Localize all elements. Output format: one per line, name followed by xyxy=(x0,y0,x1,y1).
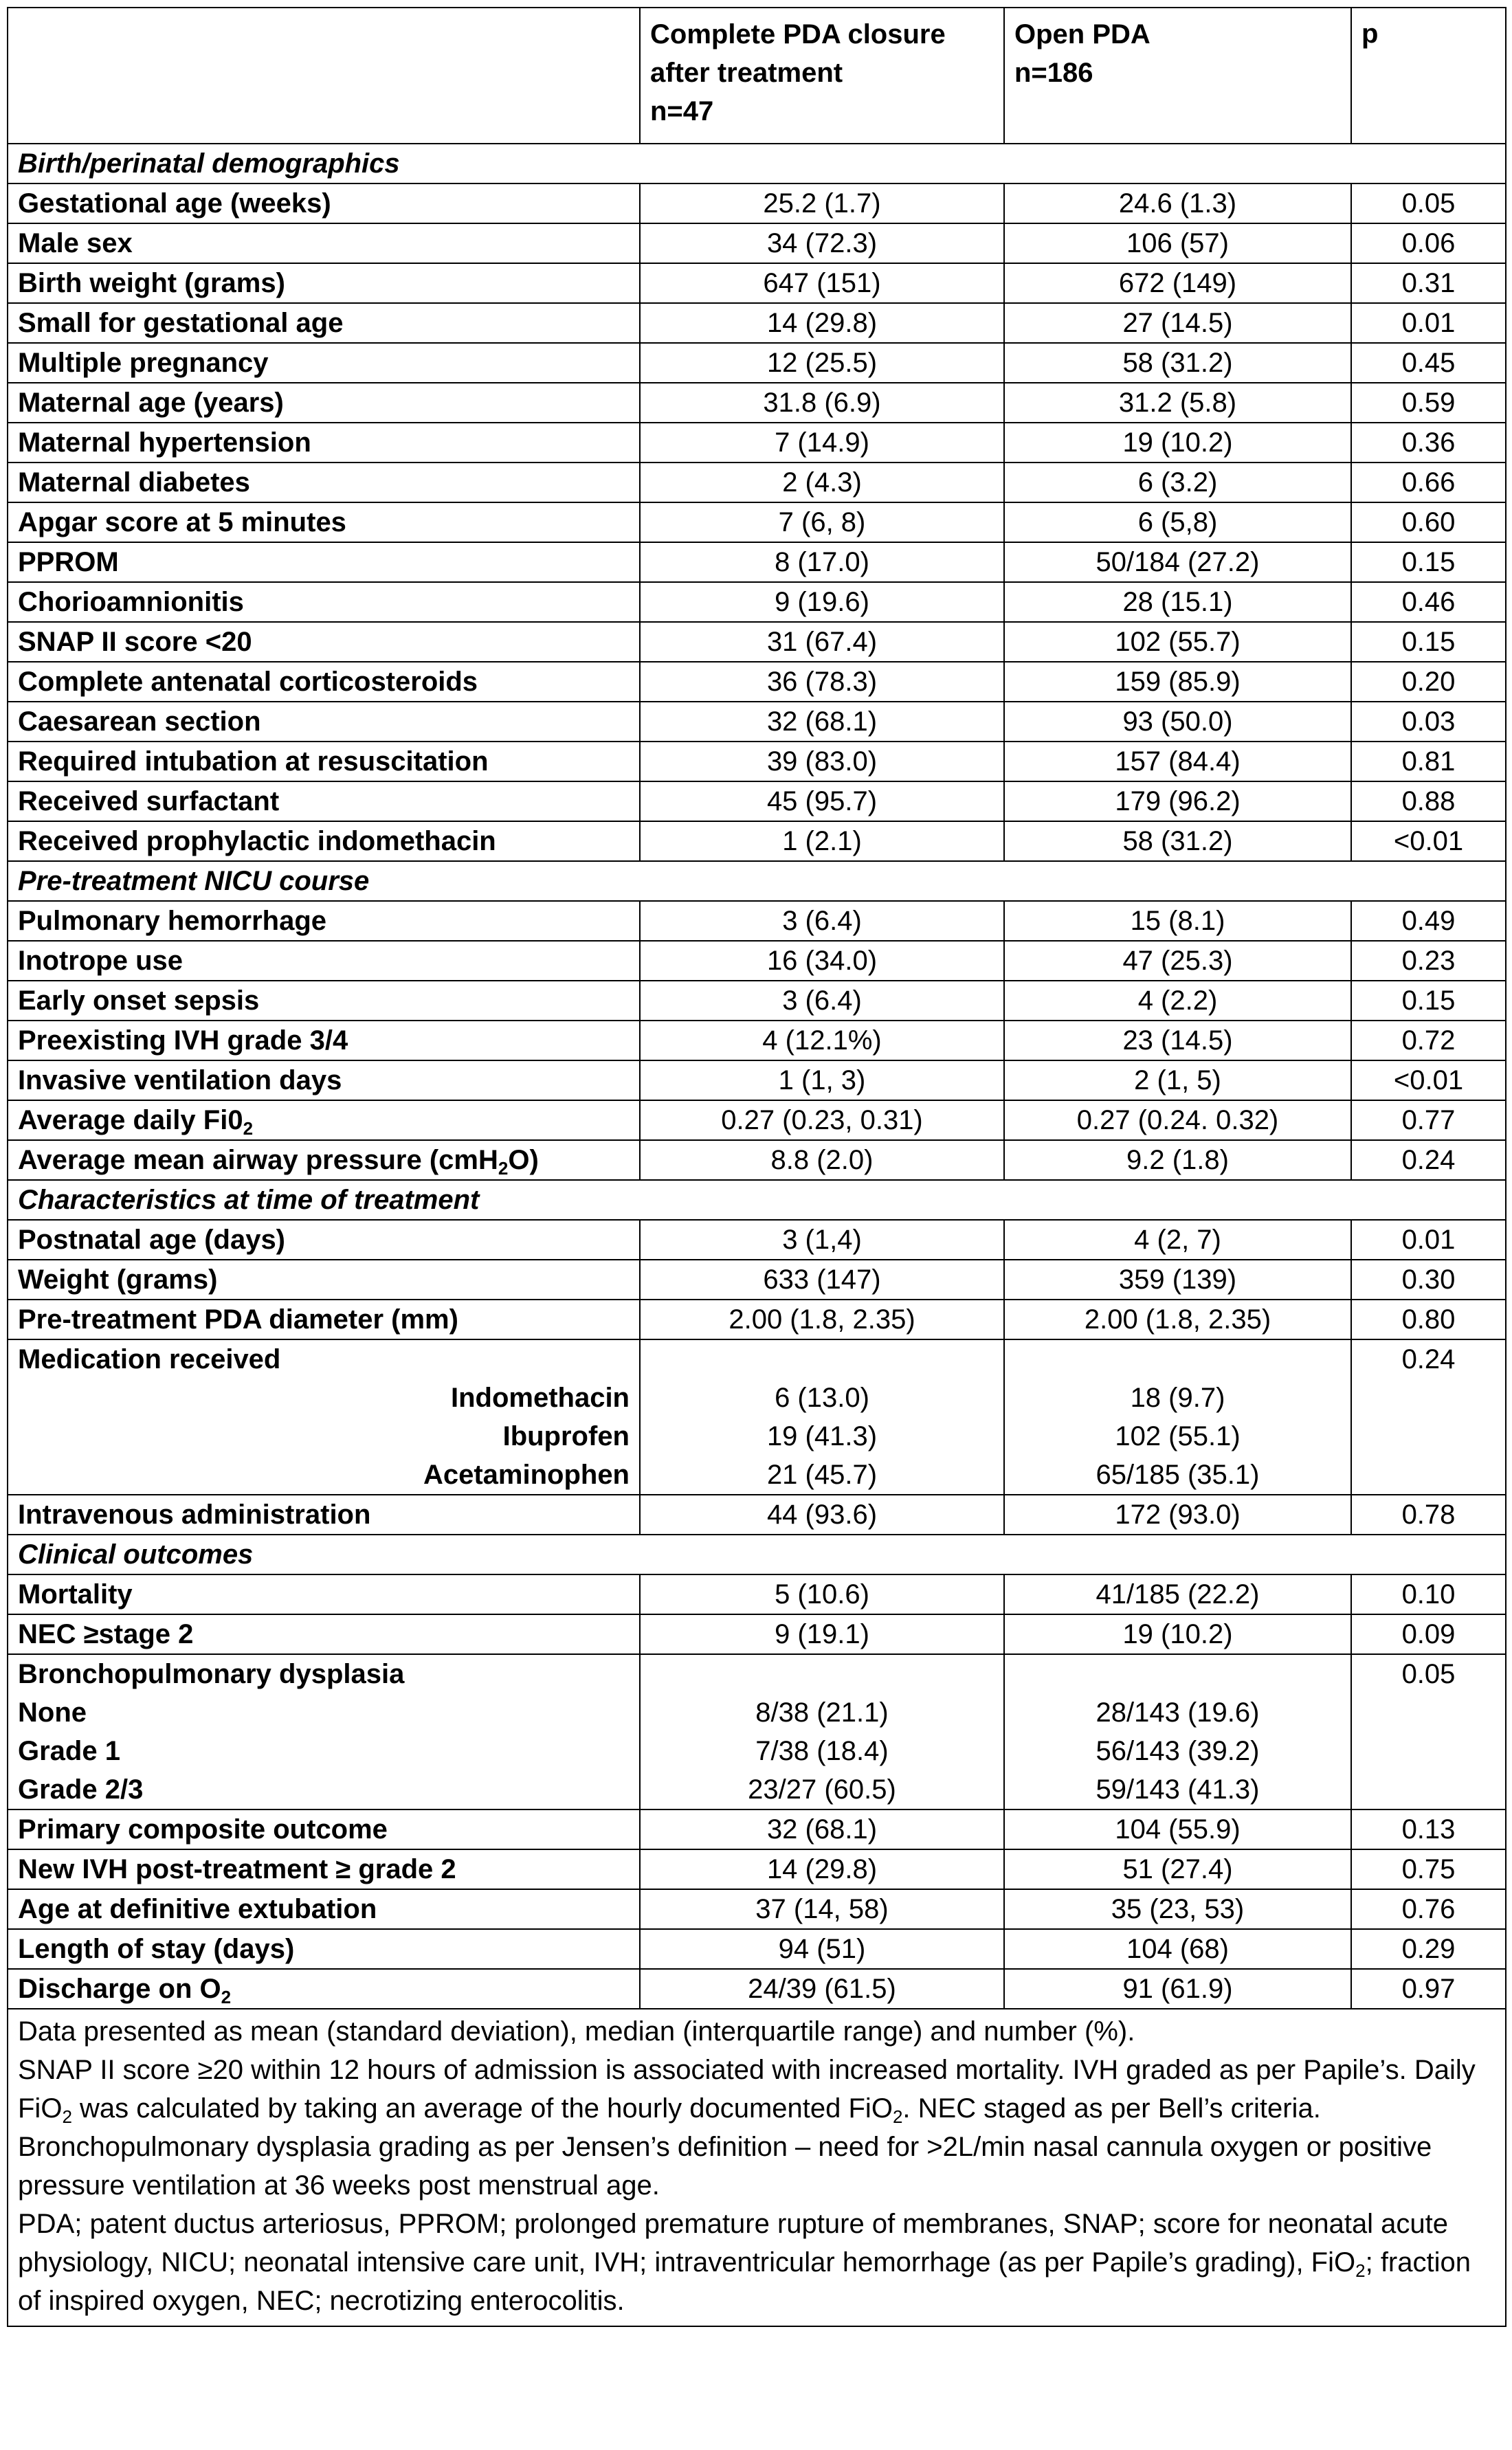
closure-value: 2 (4.3) xyxy=(640,463,1004,502)
closure-value: 633 (147) xyxy=(640,1260,1004,1300)
closure-value: 8.8 (2.0) xyxy=(640,1140,1004,1180)
open-value: 0.27 (0.24. 0.32) xyxy=(1004,1100,1351,1140)
section-title: Clinical outcomes xyxy=(8,1535,1506,1574)
row-label-tail: O) xyxy=(508,1145,539,1175)
closure-value: 19 (41.3) xyxy=(766,1421,878,1451)
open-value: 31.2 (5.8) xyxy=(1004,383,1351,423)
open-value: 359 (139) xyxy=(1004,1260,1351,1300)
table-row-multi xyxy=(8,1339,1506,1495)
row-label xyxy=(8,183,640,223)
closure-value: 39 (83.0) xyxy=(640,742,1004,781)
spacer-line xyxy=(1014,1655,1341,1693)
open-values xyxy=(1004,1339,1351,1495)
row-label-text: Average mean airway pressure (cmH xyxy=(18,1145,498,1175)
row-label-text: Intravenous administration xyxy=(18,1500,371,1530)
table-row xyxy=(8,423,1506,463)
table-row xyxy=(8,582,1506,622)
p-value: 0.30 xyxy=(1351,1260,1506,1300)
open-value: 56/143 (39.2) xyxy=(1096,1736,1260,1766)
footnote-subscript: 2 xyxy=(62,2106,72,2127)
table-row xyxy=(8,223,1506,263)
row-label xyxy=(8,702,640,742)
table-row xyxy=(8,183,1506,223)
footnote-row xyxy=(8,2009,1506,2326)
open-value: 159 (85.9) xyxy=(1004,662,1351,702)
p-value: 0.75 xyxy=(1351,1849,1506,1889)
open-value: 58 (31.2) xyxy=(1004,343,1351,383)
closure-value: 9 (19.1) xyxy=(640,1614,1004,1654)
open-value: 50/184 (27.2) xyxy=(1004,542,1351,582)
open-value: 28 (15.1) xyxy=(1004,582,1351,622)
closure-value: 7/38 (18.4) xyxy=(755,1736,889,1766)
row-label xyxy=(8,1849,640,1889)
p-value: 0.05 xyxy=(1351,183,1506,223)
row-label-text: Weight (grams) xyxy=(18,1265,218,1295)
table-row xyxy=(8,542,1506,582)
row-label-text: NEC ≥stage 2 xyxy=(18,1619,194,1649)
p-value: <0.01 xyxy=(1351,1060,1506,1100)
header-blank-cell xyxy=(8,8,640,144)
p-value: <0.01 xyxy=(1351,821,1506,861)
p-value: 0.01 xyxy=(1351,303,1506,343)
table-row xyxy=(8,941,1506,981)
row-label xyxy=(8,463,640,502)
row-label-text: Chorioamnionitis xyxy=(18,587,244,617)
row-label xyxy=(8,582,640,622)
row-label-text: Discharge on O xyxy=(18,1974,221,2004)
p-value: 0.06 xyxy=(1351,223,1506,263)
closure-values xyxy=(640,1654,1004,1809)
row-label-text: SNAP II score <20 xyxy=(18,627,252,657)
row-label xyxy=(8,981,640,1021)
row-label xyxy=(8,742,640,781)
footnote-subscript: 2 xyxy=(892,2106,903,2127)
p-value xyxy=(1351,1654,1506,1809)
open-value: 19 (10.2) xyxy=(1004,423,1351,463)
open-value: 2 (1, 5) xyxy=(1004,1060,1351,1100)
table-row xyxy=(8,981,1506,1021)
section-title: Characteristics at time of treatment xyxy=(8,1180,1506,1220)
table-row xyxy=(8,662,1506,702)
open-value: 35 (23, 53) xyxy=(1004,1889,1351,1929)
p-value-text: 0.05 xyxy=(1401,1659,1456,1689)
closure-value: 8 (17.0) xyxy=(640,542,1004,582)
p-value: 0.80 xyxy=(1351,1300,1506,1339)
footnote-text: PDA; patent ductus arteriosus, PPROM; prolonged premature rupture of membranes, SNAP; score for neonatal acute physiology, NICU; neonatal intensive care unit, IVH; intraventricular hemorrhage (as per Papile’s grading), FiO xyxy=(18,2209,1449,2278)
row-label-text: Early onset sepsis xyxy=(18,985,260,1016)
section-header-row xyxy=(8,144,1506,183)
closure-value: 94 (51) xyxy=(640,1929,1004,1969)
row-label-text: Medication received xyxy=(18,1344,281,1374)
section-header-row xyxy=(8,1180,1506,1220)
row-label-text: Length of stay (days) xyxy=(18,1934,295,1964)
closure-value: 0.27 (0.23, 0.31) xyxy=(640,1100,1004,1140)
row-label-subscript: 2 xyxy=(498,1158,509,1179)
table-footnotes xyxy=(8,2009,1506,2326)
closure-value: 21 (45.7) xyxy=(766,1460,878,1490)
row-label xyxy=(8,383,640,423)
closure-value: 25.2 (1.7) xyxy=(640,183,1004,223)
section-title: Birth/perinatal demographics xyxy=(8,144,1506,183)
row-label xyxy=(8,1060,640,1100)
row-label xyxy=(8,1574,640,1614)
p-value-text: 0.24 xyxy=(1401,1344,1456,1374)
p-value: 0.36 xyxy=(1351,423,1506,463)
footnote-paragraph xyxy=(18,2012,1496,2051)
table-row xyxy=(8,702,1506,742)
table-row xyxy=(8,383,1506,423)
open-value: 104 (55.9) xyxy=(1004,1809,1351,1849)
open-value: 41/185 (22.2) xyxy=(1004,1574,1351,1614)
table-row xyxy=(8,463,1506,502)
table-row xyxy=(8,1100,1506,1140)
row-label xyxy=(8,542,640,582)
closure-value: 34 (72.3) xyxy=(640,223,1004,263)
table-row xyxy=(8,901,1506,941)
table-row xyxy=(8,1021,1506,1060)
row-label-text: Inotrope use xyxy=(18,946,184,976)
p-value: 0.15 xyxy=(1351,622,1506,662)
open-value: 28/143 (19.6) xyxy=(1096,1697,1260,1728)
row-label-text: New IVH post-treatment ≥ grade 2 xyxy=(18,1854,456,1884)
table-row xyxy=(8,1929,1506,1969)
table-row xyxy=(8,1495,1506,1535)
row-label-text: Small for gestational age xyxy=(18,308,344,338)
open-value: 4 (2.2) xyxy=(1004,981,1351,1021)
row-label xyxy=(8,1220,640,1260)
closure-value: 4 (12.1%) xyxy=(640,1021,1004,1060)
p-value: 0.72 xyxy=(1351,1021,1506,1060)
closure-value: 14 (29.8) xyxy=(640,303,1004,343)
closure-value: 36 (78.3) xyxy=(640,662,1004,702)
closure-value: 12 (25.5) xyxy=(640,343,1004,383)
row-label-subscript: 2 xyxy=(221,1987,232,2007)
row-label xyxy=(8,263,640,303)
row-label xyxy=(8,1300,640,1339)
sub-row-label: Ibuprofen xyxy=(502,1421,630,1451)
open-value: 672 (149) xyxy=(1004,263,1351,303)
row-label xyxy=(8,1495,640,1535)
p-value: 0.60 xyxy=(1351,502,1506,542)
p-value xyxy=(1351,1339,1506,1495)
row-label-text: Maternal hypertension xyxy=(18,427,311,458)
table-row xyxy=(8,1574,1506,1614)
row-label-text: Apgar score at 5 minutes xyxy=(18,507,346,537)
open-value: 102 (55.7) xyxy=(1004,622,1351,662)
header-closure-line: after treatment xyxy=(650,58,843,88)
footnote-text: . NEC staged as per Bell’s criteria. Bronchopulmonary dysplasia grading as per Jensen’s definition – need for >2L/min nasal cannula oxygen or positive pressure ventilation at 36 weeks post menstrual age. xyxy=(18,2093,1432,2201)
p-value: 0.13 xyxy=(1351,1809,1506,1849)
p-value: 0.01 xyxy=(1351,1220,1506,1260)
p-value: 0.20 xyxy=(1351,662,1506,702)
row-label xyxy=(8,781,640,821)
p-value: 0.29 xyxy=(1351,1929,1506,1969)
footnote-subscript: 2 xyxy=(1355,2260,1366,2281)
row-label xyxy=(8,901,640,941)
row-label-text: Primary composite outcome xyxy=(18,1814,388,1845)
p-value: 0.09 xyxy=(1351,1614,1506,1654)
footnote-text: ; fraction of inspired oxygen, NEC; necrotizing enterocolitis. xyxy=(18,2247,1471,2316)
section-header-row xyxy=(8,1535,1506,1574)
closure-value: 6 (13.0) xyxy=(775,1383,869,1413)
open-value: 27 (14.5) xyxy=(1004,303,1351,343)
row-label-text: Maternal diabetes xyxy=(18,467,250,498)
row-label-text: Pre-treatment PDA diameter (mm) xyxy=(18,1304,458,1335)
closure-value: 1 (2.1) xyxy=(640,821,1004,861)
spacer-line xyxy=(650,1340,994,1379)
p-value: 0.78 xyxy=(1351,1495,1506,1535)
open-value: 23 (14.5) xyxy=(1004,1021,1351,1060)
closure-value: 44 (93.6) xyxy=(640,1495,1004,1535)
open-value: 51 (27.4) xyxy=(1004,1849,1351,1889)
row-label xyxy=(8,1969,640,2009)
closure-value: 8/38 (21.1) xyxy=(755,1697,889,1728)
open-value: 47 (25.3) xyxy=(1004,941,1351,981)
table-row xyxy=(8,1300,1506,1339)
row-label-text: Pulmonary hemorrhage xyxy=(18,906,327,936)
open-value: 2.00 (1.8, 2.35) xyxy=(1004,1300,1351,1339)
section-title: Pre-treatment NICU course xyxy=(8,861,1506,901)
row-label-text: Received prophylactic indomethacin xyxy=(18,826,496,856)
header-open-line: Open PDA xyxy=(1014,19,1150,49)
table-row xyxy=(8,1969,1506,2009)
p-value: 0.66 xyxy=(1351,463,1506,502)
closure-value: 31 (67.4) xyxy=(640,622,1004,662)
closure-value: 32 (68.1) xyxy=(640,1809,1004,1849)
row-label-subscript: 2 xyxy=(243,1118,254,1139)
closure-value: 23/27 (60.5) xyxy=(748,1774,896,1805)
row-label xyxy=(8,1021,640,1060)
table-row xyxy=(8,742,1506,781)
p-value: 0.49 xyxy=(1351,901,1506,941)
row-label xyxy=(8,1100,640,1140)
table-row xyxy=(8,622,1506,662)
open-value: 15 (8.1) xyxy=(1004,901,1351,941)
sub-row-label: Grade 2/3 xyxy=(18,1774,144,1805)
table-row xyxy=(8,821,1506,861)
closure-value: 7 (14.9) xyxy=(640,423,1004,463)
closure-value: 45 (95.7) xyxy=(640,781,1004,821)
row-label xyxy=(8,1260,640,1300)
footnote-text: was calculated by taking an average of the hourly documented FiO xyxy=(71,2093,893,2124)
row-label xyxy=(8,1614,640,1654)
closure-value: 1 (1, 3) xyxy=(640,1060,1004,1100)
footnote-paragraph xyxy=(18,2205,1496,2320)
table-row xyxy=(8,1220,1506,1260)
closure-value: 31.8 (6.9) xyxy=(640,383,1004,423)
row-label-text: Bronchopulmonary dysplasia xyxy=(18,1659,405,1689)
row-label-text: Average daily Fi0 xyxy=(18,1105,243,1135)
closure-value: 14 (29.8) xyxy=(640,1849,1004,1889)
row-label-text: Required intubation at resuscitation xyxy=(18,746,489,777)
header-closure-line: Complete PDA closure xyxy=(650,19,946,49)
open-value: 93 (50.0) xyxy=(1004,702,1351,742)
row-label xyxy=(8,1809,640,1849)
header-open-group xyxy=(1004,8,1351,144)
row-label xyxy=(8,502,640,542)
section-header-row xyxy=(8,861,1506,901)
p-value: 0.46 xyxy=(1351,582,1506,622)
closure-value: 647 (151) xyxy=(640,263,1004,303)
header-row xyxy=(8,8,1506,144)
row-label xyxy=(8,423,640,463)
sub-row-label: Grade 1 xyxy=(18,1736,120,1766)
row-label xyxy=(8,1889,640,1929)
table-row-multi xyxy=(8,1654,1506,1809)
p-value: 0.81 xyxy=(1351,742,1506,781)
row-label xyxy=(8,1654,640,1809)
spacer-line xyxy=(650,1655,994,1693)
closure-value: 9 (19.6) xyxy=(640,582,1004,622)
closure-value: 24/39 (61.5) xyxy=(640,1969,1004,2009)
closure-value: 7 (6, 8) xyxy=(640,502,1004,542)
open-values xyxy=(1004,1654,1351,1809)
footnote-paragraph xyxy=(18,2051,1496,2205)
p-value: 0.15 xyxy=(1351,981,1506,1021)
closure-value: 3 (6.4) xyxy=(640,981,1004,1021)
closure-value: 5 (10.6) xyxy=(640,1574,1004,1614)
row-label-text: Maternal age (years) xyxy=(18,388,284,418)
header-open-line: n=186 xyxy=(1014,58,1093,88)
open-value: 65/185 (35.1) xyxy=(1096,1460,1260,1490)
row-label-text: Multiple pregnancy xyxy=(18,348,269,378)
open-value: 9.2 (1.8) xyxy=(1004,1140,1351,1180)
table-row xyxy=(8,343,1506,383)
row-label xyxy=(8,1929,640,1969)
open-value: 58 (31.2) xyxy=(1004,821,1351,861)
row-label xyxy=(8,1339,640,1495)
row-label xyxy=(8,821,640,861)
row-label-text: Invasive ventilation days xyxy=(18,1065,342,1095)
open-value: 102 (55.1) xyxy=(1115,1421,1241,1451)
closure-value: 2.00 (1.8, 2.35) xyxy=(640,1300,1004,1339)
row-label xyxy=(8,662,640,702)
p-value: 0.31 xyxy=(1351,263,1506,303)
open-value: 6 (5,8) xyxy=(1004,502,1351,542)
table-row xyxy=(8,1849,1506,1889)
closure-values xyxy=(640,1339,1004,1495)
row-label-text: PPROM xyxy=(18,547,119,577)
header-closure-group xyxy=(640,8,1004,144)
p-value: 0.77 xyxy=(1351,1100,1506,1140)
row-label xyxy=(8,343,640,383)
table-row xyxy=(8,1809,1506,1849)
footnote-text: SNAP II score ≥20 within 12 hours of admission is associated with increased mortality. IVH graded as per Papile’s. Daily FiO xyxy=(18,2055,1476,2124)
row-label xyxy=(8,622,640,662)
p-value: 0.24 xyxy=(1351,1140,1506,1180)
p-value: 0.10 xyxy=(1351,1574,1506,1614)
open-value: 18 (9.7) xyxy=(1130,1383,1225,1413)
table-row xyxy=(8,1060,1506,1100)
row-label-text: Caesarean section xyxy=(18,706,261,737)
row-label xyxy=(8,223,640,263)
open-value: 6 (3.2) xyxy=(1004,463,1351,502)
p-value: 0.45 xyxy=(1351,343,1506,383)
row-label-text: Male sex xyxy=(18,228,133,258)
table-row xyxy=(8,1614,1506,1654)
header-p-value: p xyxy=(1351,8,1506,144)
row-label-text: Received surfactant xyxy=(18,786,280,816)
table-row xyxy=(8,1260,1506,1300)
row-label-text: Gestational age (weeks) xyxy=(18,188,331,219)
open-value: 104 (68) xyxy=(1004,1929,1351,1969)
table-row xyxy=(8,303,1506,343)
sub-row-label: Indomethacin xyxy=(450,1383,630,1413)
table-row xyxy=(8,502,1506,542)
sub-row-label: Acetaminophen xyxy=(423,1460,630,1490)
open-value: 59/143 (41.3) xyxy=(1096,1774,1260,1805)
open-value: 179 (96.2) xyxy=(1004,781,1351,821)
p-value: 0.03 xyxy=(1351,702,1506,742)
closure-value: 3 (1,4) xyxy=(640,1220,1004,1260)
open-value: 4 (2, 7) xyxy=(1004,1220,1351,1260)
p-value: 0.15 xyxy=(1351,542,1506,582)
open-value: 172 (93.0) xyxy=(1004,1495,1351,1535)
open-value: 19 (10.2) xyxy=(1004,1614,1351,1654)
sub-row-label: None xyxy=(18,1697,87,1728)
open-value: 91 (61.9) xyxy=(1004,1969,1351,2009)
open-value: 157 (84.4) xyxy=(1004,742,1351,781)
open-value: 106 (57) xyxy=(1004,223,1351,263)
table-row xyxy=(8,263,1506,303)
p-value: 0.59 xyxy=(1351,383,1506,423)
spacer-line xyxy=(1014,1340,1341,1379)
row-label-text: Mortality xyxy=(18,1579,133,1610)
row-label xyxy=(8,303,640,343)
row-label-text: Complete antenatal corticosteroids xyxy=(18,667,478,697)
closure-value: 37 (14, 58) xyxy=(640,1889,1004,1929)
row-label-text: Birth weight (grams) xyxy=(18,268,285,298)
p-value: 0.23 xyxy=(1351,941,1506,981)
row-label-text: Postnatal age (days) xyxy=(18,1225,286,1255)
row-label xyxy=(8,1140,640,1180)
table-row xyxy=(8,781,1506,821)
open-value: 24.6 (1.3) xyxy=(1004,183,1351,223)
results-table xyxy=(7,7,1507,2327)
p-value: 0.88 xyxy=(1351,781,1506,821)
closure-value: 16 (34.0) xyxy=(640,941,1004,981)
row-label xyxy=(8,941,640,981)
p-value: 0.76 xyxy=(1351,1889,1506,1929)
table-row xyxy=(8,1889,1506,1929)
p-value: 0.97 xyxy=(1351,1969,1506,2009)
row-label-text: Age at definitive extubation xyxy=(18,1894,377,1924)
closure-value: 32 (68.1) xyxy=(640,702,1004,742)
closure-value: 3 (6.4) xyxy=(640,901,1004,941)
table-row xyxy=(8,1140,1506,1180)
footnote-text: Data presented as mean (standard deviation), median (interquartile range) and number (%). xyxy=(18,2016,1135,2047)
row-label-text: Preexisting IVH grade 3/4 xyxy=(18,1025,348,1056)
header-closure-line: n=47 xyxy=(650,96,714,126)
